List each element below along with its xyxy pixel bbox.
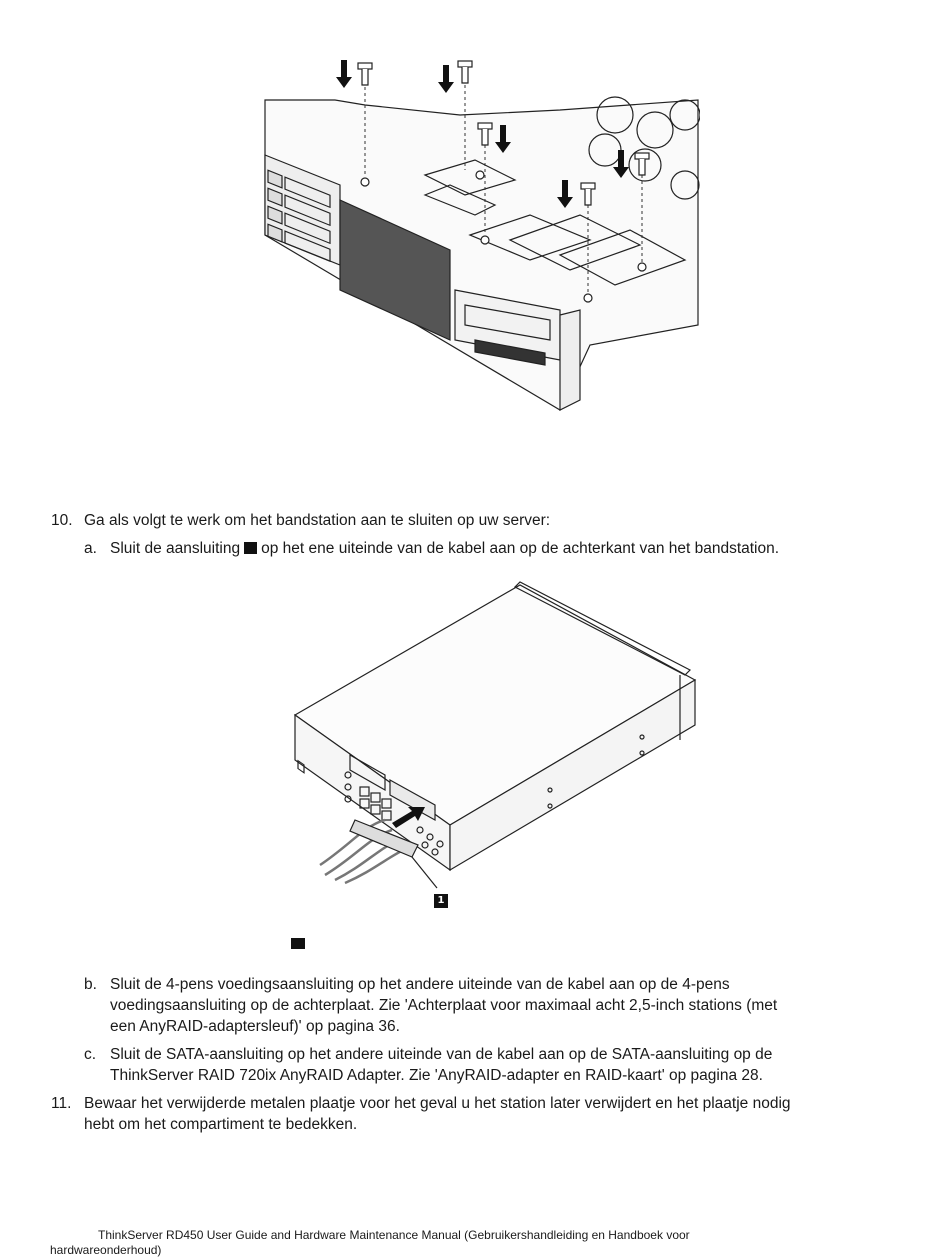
substep-line: een AnyRAID-adaptersleuf)' op pagina 36. — [110, 1018, 400, 1035]
step-number: 10. — [51, 512, 73, 529]
substep-text-before: Sluit de aansluiting — [110, 540, 241, 557]
caption-callout-icon — [291, 938, 305, 949]
footer-line: ThinkServer RD450 User Guide and Hardware Maintenance Manual (Gebruikershandleiding en Handboek voor — [98, 1228, 690, 1242]
substep-line: ThinkServer RAID 720ix AnyRAID Adapter. Zie 'AnyRAID-adapter en RAID-kaart' op pagina 28. — [110, 1067, 763, 1084]
callout-marker-icon — [244, 542, 257, 554]
step-line: Bewaar het verwijderde metalen plaatje voor het geval u het station later verwijdert en het plaatje nodig — [84, 1095, 791, 1112]
substep-line: Sluit de 4-pens voedingsaansluiting op het andere uiteinde van de kabel aan op de 4-pens — [110, 976, 730, 993]
substep-text-after: op het ene uiteinde van de kabel aan op de achterkant van het bandstation. — [261, 540, 780, 557]
step-number: 11. — [51, 1095, 72, 1112]
substep-letter: a. — [84, 540, 97, 557]
substep-letter: c. — [84, 1046, 97, 1063]
substep-letter: b. — [84, 976, 97, 993]
substep-line: voedingsaansluiting op de achterplaat. Zie 'Achterplaat voor maximaal acht 2,5-inch stations (met — [110, 997, 778, 1014]
footer-line: hardwareonderhoud) — [50, 1243, 162, 1257]
tape-drive-illustration — [290, 575, 710, 905]
substep-text — [110, 539, 779, 559]
step-line: hebt om het compartiment te bedekken. — [84, 1116, 358, 1133]
server-screws-illustration — [260, 55, 700, 415]
step-text: Ga als volgt te werk om het bandstation aan te sluiten op uw server: — [84, 512, 551, 529]
callout-badge: 1 — [434, 894, 448, 908]
substep-line: Sluit de SATA-aansluiting op het andere uiteinde van de kabel aan op de SATA-aansluiting op de — [110, 1046, 773, 1063]
